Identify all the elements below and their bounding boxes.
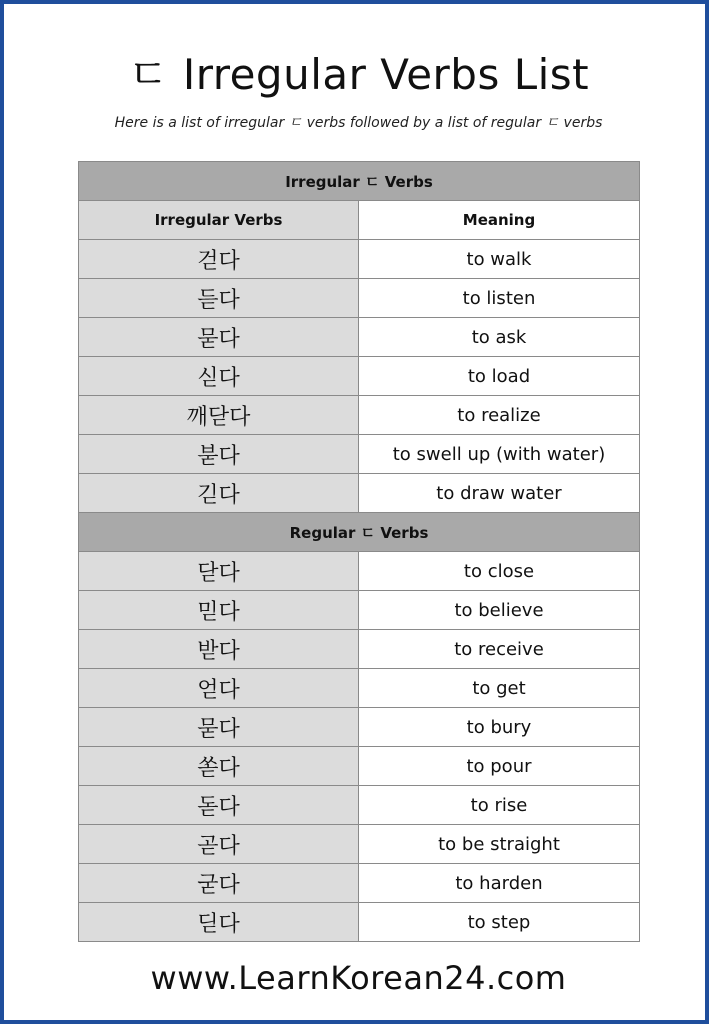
regular-section-header [79,513,640,552]
table-row [79,591,640,630]
meaning-cell: to load [359,357,640,396]
verb-cell: 얻다 [79,669,359,708]
verb-cell: 쏟다 [79,747,359,786]
meaning-cell: to realize [359,396,640,435]
meaning-cell: to get [359,669,640,708]
meaning-cell: to bury [359,708,640,747]
verb-cell: 곧다 [79,825,359,864]
table-row [79,357,640,396]
table-row [79,708,640,747]
verb-cell: 돋다 [79,786,359,825]
meaning-cell: to rise [359,786,640,825]
table-row [79,747,640,786]
table-row [79,630,640,669]
table-row [79,903,640,942]
meaning-cell: to pour [359,747,640,786]
verb-cell: 듣다 [79,279,359,318]
verb-cell: 싣다 [79,357,359,396]
verb-cell: 묻다 [79,318,359,357]
meaning-cell: to close [359,552,640,591]
meaning-cell: to walk [359,240,640,279]
verb-cell: 믿다 [79,591,359,630]
table-row [79,474,640,513]
verb-cell: 묻다 [79,708,359,747]
meaning-cell: to swell up (with water) [359,435,640,474]
irregular-section-header [79,162,640,201]
meaning-cell: to draw water [359,474,640,513]
column-header-row [79,201,640,240]
table-row [79,396,640,435]
meaning-cell: to be straight [359,825,640,864]
table-row [79,240,640,279]
table-row [79,825,640,864]
verb-cell: 깨닫다 [79,396,359,435]
column-header-verb: Irregular Verbs [79,201,359,240]
meaning-cell: to listen [359,279,640,318]
column-header-meaning: Meaning [359,201,640,240]
irregular-section-title: Irregular ㄷ Verbs [79,162,640,201]
verb-cell: 닫다 [79,552,359,591]
verb-cell: 굳다 [79,864,359,903]
table-row [79,864,640,903]
meaning-cell: to harden [359,864,640,903]
verbs-table [78,161,640,942]
table-row [79,552,640,591]
table-row [79,279,640,318]
meaning-cell: to step [359,903,640,942]
page-title: ㄷ Irregular Verbs List [127,50,590,99]
meaning-cell: to ask [359,318,640,357]
meaning-cell: to receive [359,630,640,669]
verb-cell: 긷다 [79,474,359,513]
verb-cell: 받다 [79,630,359,669]
table-row [79,318,640,357]
meaning-cell: to believe [359,591,640,630]
verb-cell: 딛다 [79,903,359,942]
table-row [79,786,640,825]
website-footer: www.LearnKorean24.com [150,959,567,997]
page-subtitle: Here is a list of irregular ㄷ verbs followed by a list of regular ㄷ verbs [114,115,603,131]
regular-section-title: Regular ㄷ Verbs [79,513,640,552]
verb-cell: 붇다 [79,435,359,474]
table-row [79,669,640,708]
verb-cell: 걷다 [79,240,359,279]
table-row [79,435,640,474]
